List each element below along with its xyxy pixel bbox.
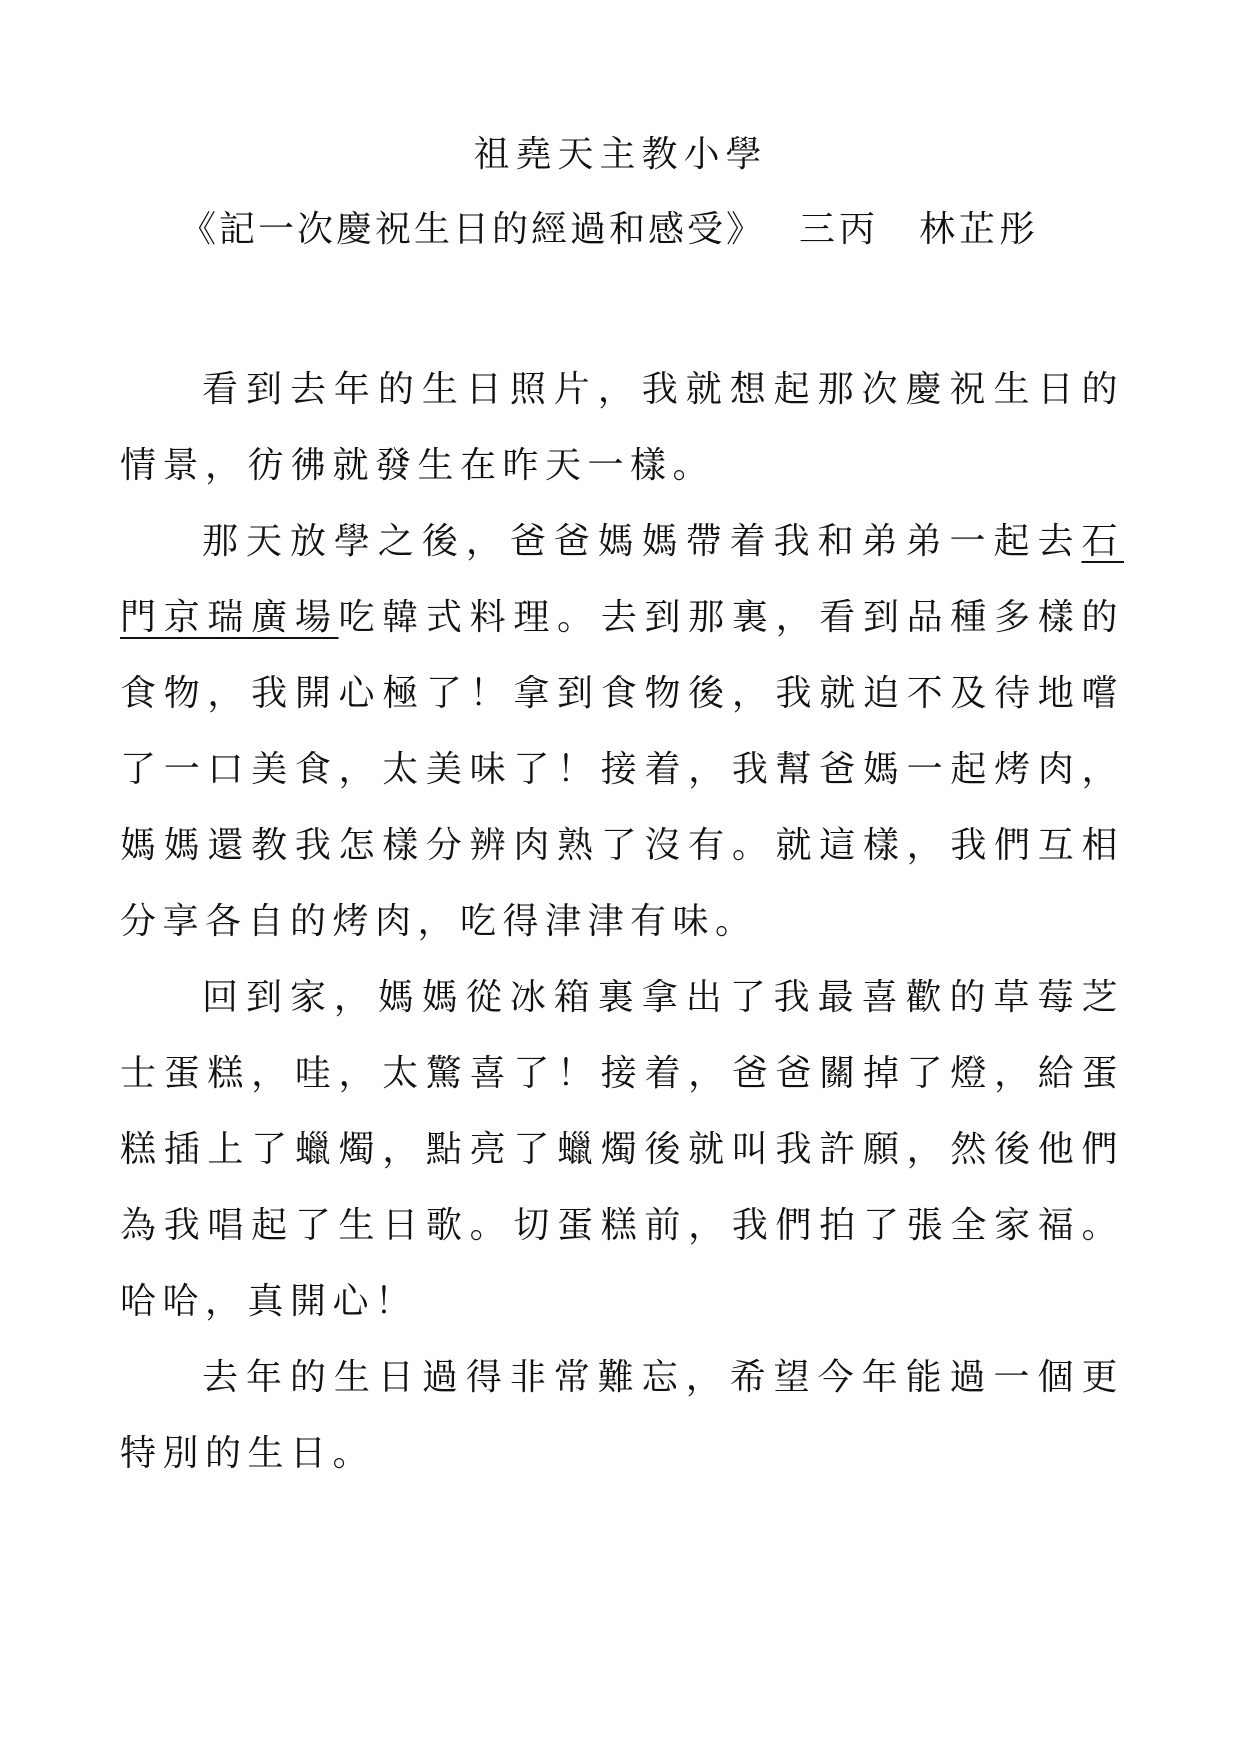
paragraph-1: 看到去年的生日照片，我就想起那次慶祝生日的情景，彷彿就發生在昨天一樣。 — [120, 369, 1124, 486]
place-name: 石門京瑞廣場 — [120, 521, 1124, 638]
paragraph-3: 回到家，媽媽從冰箱裏拿出了我最喜歡的草莓芝士蛋糕，哇，太驚喜了！接着，爸爸關掉了燈，給蛋糕插上了蠟燭，點亮了蠟燭後就叫我許願，然後他們為我唱起了生日歌。切蛋糕前，我們拍了張全家福。哈哈，真開心！ — [120, 977, 1124, 1322]
essay-heading — [180, 205, 1039, 255]
paragraph-2-text-after: 吃韓式料理。去到那裏，看到品種多樣的食物，我開心極了！拿到食物後，我就迫不及待地嚐了一口美食，太美味了！接着，我幫爸媽一起烤肉，媽媽還教我怎樣分辨肉熟了沒有。就這樣，我們互相分享各自的烤肉，吃得津津有味。 — [120, 597, 1124, 942]
school-name: 祖堯天主教小學 — [473, 134, 768, 175]
paragraph-2-text-before: 那天放學之後，爸爸媽媽帶着我和弟弟一起去 — [202, 521, 1082, 562]
paragraph-4: 去年的生日過得非常難忘，希望今年能過一個更特別的生日。 — [120, 1357, 1124, 1474]
essay-title: 《記一次慶祝生日的經過和感受》 — [180, 209, 766, 250]
essay-body — [120, 352, 1124, 1492]
class-name: 三丙 — [799, 209, 880, 250]
student-name: 林芷彤 — [919, 209, 1040, 250]
paragraph-2 — [120, 504, 1124, 960]
